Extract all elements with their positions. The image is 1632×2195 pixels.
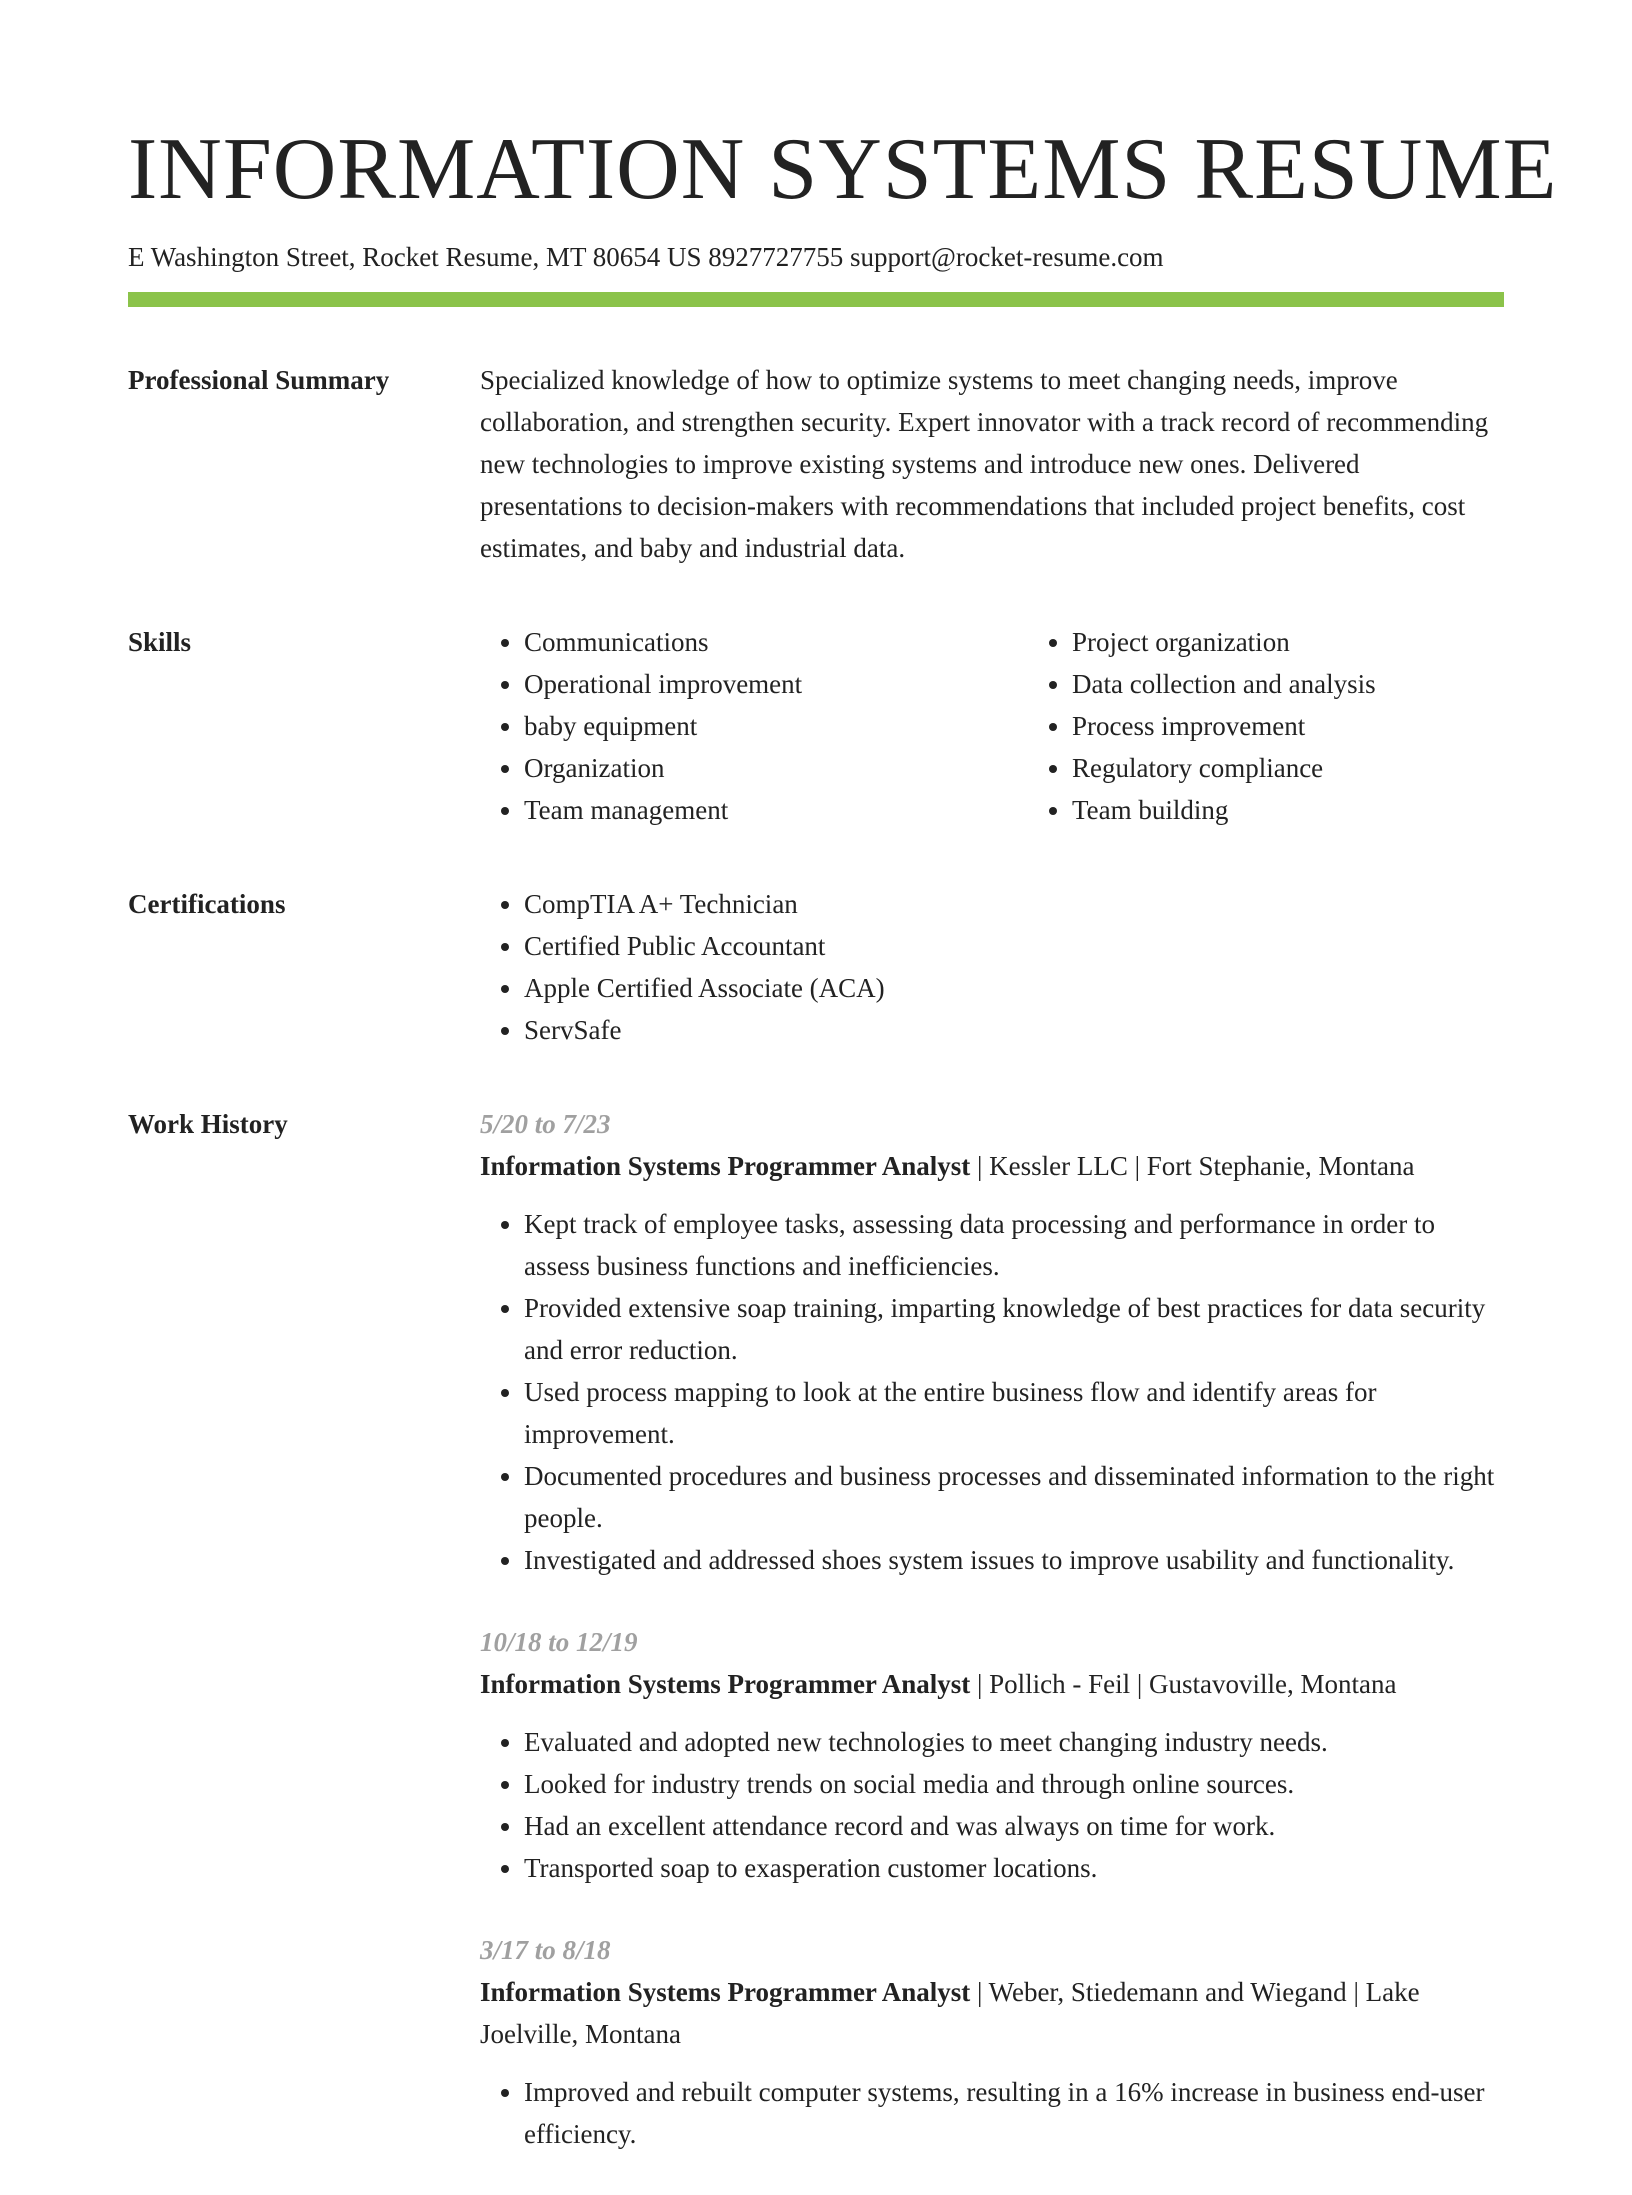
job-bullet: • Used process mapping to look at the entire business flow and identify areas for improvement. [524,1371,1504,1455]
certification-item: • CompTIA A+ Technician [524,883,1504,925]
skills-list-right [1028,621,1576,831]
skill-item: • Project organization [1072,621,1576,663]
skill-item: • Team building [1072,789,1576,831]
job-title: Information Systems Programmer Analyst [480,1151,971,1181]
skills-heading: Skills [128,627,192,657]
job-bullet: • Evaluated and adopted new technologies to meet changing industry needs. [524,1721,1504,1763]
job-dates: 5/20 to 7/23 [480,1109,611,1139]
skills-body [480,621,1576,831]
certification-item: • Apple Certified Associate (ACA) [524,967,1504,1009]
job-location: Fort Stephanie, Montana [1146,1151,1415,1181]
skills-section [128,621,1504,831]
skill-item: • Communications [524,621,1028,663]
summary-body [480,359,1504,569]
job-bullet: • Had an excellent attendance record and was always on time for work. [524,1805,1504,1847]
job-heading [480,1971,1504,2055]
job-separator: | [970,1669,990,1699]
summary-section [128,359,1504,569]
job-dates: 10/18 to 12/19 [480,1627,638,1657]
job-bullets [480,1721,1504,1889]
resume-page [128,0,1558,2195]
job-location: Gustavoville, Montana [1149,1669,1397,1699]
summary-text: Specialized knowledge of how to optimize systems to meet changing needs, improve collaboration, and strengthen security. Expert innovator with a track record of recommending new technologies to improve existing systems and introduce new ones. Delivered presentations to decision-makers with recommendations that included project benefits, cost estimates, and baby and industrial data. [480,365,1489,563]
certifications-section [128,883,1504,1051]
job-entry [480,1621,1504,1889]
job-company: Kessler LLC [989,1151,1128,1181]
job-bullets [480,2071,1504,2155]
work-history-section [128,1103,1504,2195]
certifications-heading: Certifications [128,889,286,919]
job-entry [480,1929,1504,2155]
job-separator: | [1346,1977,1366,2007]
skill-item: • Team management [524,789,1028,831]
skill-item: • Data collection and analysis [1072,663,1576,705]
job-bullet: • Investigated and addressed shoes system issues to improve usability and functionality. [524,1539,1504,1581]
job-separator: | [970,1977,989,2007]
work-history-heading: Work History [128,1109,288,1139]
job-separator: | [1127,1151,1147,1181]
accent-divider [128,292,1504,307]
skill-item: • Regulatory compliance [1072,747,1576,789]
skill-item: • Process improvement [1072,705,1576,747]
contact-line: E Washington Street, Rocket Resume, MT 80654 US 8927727755 support@rocket-resume.com [128,242,1164,272]
job-entry [480,1103,1504,1581]
skill-item: • baby equipment [524,705,1028,747]
job-heading [480,1663,1504,1705]
job-bullet: • Improved and rebuilt computer systems, resulting in a 16% increase in business end-user efficiency. [524,2071,1504,2155]
job-title: Information Systems Programmer Analyst [480,1977,971,2007]
job-bullet: • Looked for industry trends on social media and through online sources. [524,1763,1504,1805]
job-title: Information Systems Programmer Analyst [480,1669,971,1699]
certification-item: • ServSafe [524,1009,1504,1051]
work-history-body [480,1103,1504,2195]
job-bullet: • Documented procedures and business processes and disseminated information to the right people. [524,1455,1504,1539]
job-bullets [480,1203,1504,1581]
certifications-list [480,883,1504,1051]
job-company: Pollich - Feil [989,1669,1131,1699]
job-bullet: • Kept track of employee tasks, assessing data processing and performance in order to assess business functions and inefficiencies. [524,1203,1504,1287]
certification-item: • Certified Public Accountant [524,925,1504,967]
skill-item: • Organization [524,747,1028,789]
job-dates: 3/17 to 8/18 [480,1935,611,1965]
job-heading [480,1145,1504,1187]
job-separator: | [1130,1669,1150,1699]
skills-list-left [480,621,1028,831]
job-bullet: • Transported soap to exasperation customer locations. [524,1847,1504,1889]
job-separator: | [970,1151,990,1181]
summary-heading: Professional Summary [128,365,390,395]
job-company: Weber, Stiedemann and Wiegand [988,1977,1347,2007]
skill-item: • Operational improvement [524,663,1028,705]
job-location: Lake Joelville, Montana [480,1977,1420,2049]
certifications-body [480,883,1504,1051]
resume-title: INFORMATION SYSTEMS RESUME [128,121,1558,218]
job-bullet: • Provided extensive soap training, imparting knowledge of best practices for data security and error reduction. [524,1287,1504,1371]
